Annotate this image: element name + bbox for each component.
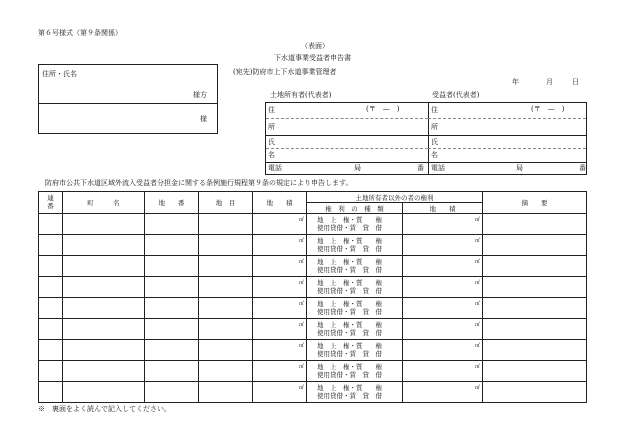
category-cell[interactable] <box>199 298 253 319</box>
owner-name-label-1: 氏 <box>268 138 275 146</box>
beneficiary-label: 受益者(代表者) <box>432 91 480 99</box>
right-line-1: 地 上 権・質 権 <box>317 299 382 308</box>
square-meter-unit: ㎡ <box>298 343 304 349</box>
right-line-1: 地 上 権・質 権 <box>317 362 382 371</box>
right-area-cell[interactable] <box>403 298 483 319</box>
category-cell[interactable] <box>199 340 253 361</box>
sama-kata: 様方 <box>193 91 207 99</box>
lot-cell[interactable] <box>145 298 199 319</box>
date-year: 年 <box>512 78 519 86</box>
table-row <box>39 277 587 298</box>
town-cell[interactable] <box>63 298 145 319</box>
right-type-cell[interactable] <box>307 256 403 277</box>
right-line-1: 地 上 権・質 権 <box>317 320 382 329</box>
table-row <box>39 319 587 340</box>
sama: 様 <box>200 115 207 123</box>
serial-cell[interactable] <box>39 214 63 235</box>
right-line-2: 使用貸借・賃 貸 借 <box>317 371 382 379</box>
category-cell[interactable] <box>199 235 253 256</box>
owner-address-label-2: 所 <box>268 123 275 131</box>
remarks-cell[interactable] <box>483 319 587 340</box>
serial-cell[interactable] <box>39 277 63 298</box>
square-meter-unit: ㎡ <box>298 385 304 391</box>
lot-cell[interactable] <box>145 235 199 256</box>
date-month: 月 <box>546 78 553 86</box>
lot-cell[interactable] <box>145 382 199 403</box>
area-cell[interactable] <box>253 214 307 235</box>
square-meter-unit: ㎡ <box>298 322 304 328</box>
owner-phone-number: 番 <box>417 164 424 172</box>
town-cell[interactable] <box>63 361 145 382</box>
table-row <box>39 298 587 319</box>
serial-cell[interactable] <box>39 256 63 277</box>
square-meter-unit: ㎡ <box>298 259 304 265</box>
lot-cell[interactable] <box>145 277 199 298</box>
remarks-cell[interactable] <box>483 256 587 277</box>
lot-cell[interactable] <box>145 340 199 361</box>
header-area: 地 積 <box>253 192 307 214</box>
remarks-cell[interactable] <box>483 382 587 403</box>
right-type-cell[interactable] <box>307 235 403 256</box>
right-line-1: 地 上 権・質 権 <box>317 215 382 224</box>
town-cell[interactable] <box>63 340 145 361</box>
owner-phone-exchange: 局 <box>354 164 361 172</box>
serial-cell[interactable] <box>39 298 63 319</box>
right-area-cell[interactable] <box>403 382 483 403</box>
right-area-cell[interactable] <box>403 361 483 382</box>
header-category: 地 目 <box>199 192 253 214</box>
remarks-cell[interactable] <box>483 277 587 298</box>
header-lot: 地 番 <box>145 192 199 214</box>
table-row <box>39 361 587 382</box>
right-line-2: 使用貸借・賃 貸 借 <box>317 287 382 295</box>
lot-cell[interactable] <box>145 319 199 340</box>
header-serial: 連番 <box>39 192 63 214</box>
header-town: 町 名 <box>63 192 145 214</box>
owner-label: 土地所有者(代表者) <box>270 91 332 99</box>
right-area-cell[interactable] <box>403 235 483 256</box>
table-row <box>39 256 587 277</box>
right-type-cell[interactable] <box>307 214 403 235</box>
side-label: （表面） <box>301 42 329 50</box>
square-meter-unit: ㎡ <box>474 217 480 223</box>
square-meter-unit: ㎡ <box>298 238 304 244</box>
square-meter-unit: ㎡ <box>474 364 480 370</box>
right-type-cell[interactable] <box>307 340 403 361</box>
beneficiary-phone-label: 電話 <box>431 164 445 172</box>
applicant-box <box>38 64 218 134</box>
header-remarks: 摘 要 <box>483 192 587 214</box>
right-line-1: 地 上 権・質 権 <box>317 236 382 245</box>
square-meter-unit: ㎡ <box>298 217 304 223</box>
beneficiary-name-label-2: 名 <box>431 151 438 159</box>
category-cell[interactable] <box>199 277 253 298</box>
town-cell[interactable] <box>63 277 145 298</box>
square-meter-unit: ㎡ <box>474 238 480 244</box>
square-meter-unit: ㎡ <box>474 259 480 265</box>
right-line-1: 地 上 権・質 権 <box>317 257 382 266</box>
square-meter-unit: ㎡ <box>298 301 304 307</box>
header-right-area: 地 積 <box>403 203 483 214</box>
square-meter-unit: ㎡ <box>474 343 480 349</box>
remarks-cell[interactable] <box>483 298 587 319</box>
town-cell[interactable] <box>63 319 145 340</box>
town-cell[interactable] <box>63 214 145 235</box>
serial-cell[interactable] <box>39 319 63 340</box>
right-line-2: 使用貸借・賃 貸 借 <box>317 266 382 274</box>
owner-address-label-1: 住 <box>268 106 275 114</box>
lot-cell[interactable] <box>145 214 199 235</box>
area-cell[interactable] <box>253 382 307 403</box>
header-other-rights: 土地所有者以外の者の権利 <box>307 192 483 203</box>
town-cell[interactable] <box>63 235 145 256</box>
form-title: 下水道事業受益者申告書 <box>274 54 351 62</box>
owner-phone-label: 電話 <box>268 164 282 172</box>
lot-cell[interactable] <box>145 256 199 277</box>
address-name-label: 住所・氏名 <box>42 70 77 78</box>
area-cell[interactable] <box>253 361 307 382</box>
right-type-cell[interactable] <box>307 382 403 403</box>
square-meter-unit: ㎡ <box>474 385 480 391</box>
town-cell[interactable] <box>63 256 145 277</box>
area-cell[interactable] <box>253 277 307 298</box>
right-type-cell[interactable] <box>307 277 403 298</box>
declaration: 防府市公共下水道区域外流入受益者分担金に関する条例施行規程第９条の規定により申告します。 <box>45 179 353 187</box>
form-number: 第６号様式（第９条関係） <box>38 29 122 37</box>
table-row <box>39 382 587 403</box>
right-area-cell[interactable] <box>403 256 483 277</box>
category-cell[interactable] <box>199 214 253 235</box>
town-cell[interactable] <box>63 382 145 403</box>
square-meter-unit: ㎡ <box>474 322 480 328</box>
owner-name-label-2: 名 <box>268 151 275 159</box>
square-meter-unit: ㎡ <box>298 364 304 370</box>
category-cell[interactable] <box>199 382 253 403</box>
square-meter-unit: ㎡ <box>474 280 480 286</box>
table-row <box>39 235 587 256</box>
right-type-cell[interactable] <box>307 361 403 382</box>
area-cell[interactable] <box>253 298 307 319</box>
square-meter-unit: ㎡ <box>474 301 480 307</box>
right-line-1: 地 上 権・質 権 <box>317 341 382 350</box>
beneficiary-phone-number: 番 <box>579 164 586 172</box>
right-line-2: 使用貸借・賃 貸 借 <box>317 392 382 400</box>
footnote: ※ 裏面をよく読んで記入してください。 <box>38 405 171 413</box>
area-cell[interactable] <box>253 235 307 256</box>
right-line-2: 使用貸借・賃 貸 借 <box>317 245 382 253</box>
right-area-cell[interactable] <box>403 277 483 298</box>
remarks-cell[interactable] <box>483 340 587 361</box>
area-cell[interactable] <box>253 256 307 277</box>
beneficiary-postal[interactable]: (〒 — ) <box>531 105 565 113</box>
remarks-cell[interactable] <box>483 361 587 382</box>
owner-info-box <box>265 102 587 175</box>
date-day: 日 <box>572 78 579 86</box>
remarks-cell[interactable] <box>483 235 587 256</box>
area-cell[interactable] <box>253 340 307 361</box>
right-line-2: 使用貸借・賃 貸 借 <box>317 329 382 337</box>
addressee: (宛先)防府市上下水道事業管理者 <box>233 68 337 76</box>
beneficiary-name-label-1: 氏 <box>431 138 438 146</box>
table-row <box>39 340 587 361</box>
land-table <box>38 191 587 403</box>
lot-cell[interactable] <box>145 361 199 382</box>
right-type-cell[interactable] <box>307 319 403 340</box>
right-area-cell[interactable] <box>403 319 483 340</box>
square-meter-unit: ㎡ <box>298 280 304 286</box>
serial-cell[interactable] <box>39 382 63 403</box>
beneficiary-address-label-2: 所 <box>431 123 438 131</box>
right-line-1: 地 上 権・質 権 <box>317 383 382 392</box>
right-line-1: 地 上 権・質 権 <box>317 278 382 287</box>
right-line-2: 使用貸借・賃 貸 借 <box>317 308 382 316</box>
owner-postal[interactable]: (〒 — ) <box>366 105 400 113</box>
remarks-cell[interactable] <box>483 214 587 235</box>
right-area-cell[interactable] <box>403 214 483 235</box>
area-cell[interactable] <box>253 319 307 340</box>
table-row <box>39 214 587 235</box>
right-line-2: 使用貸借・賃 貸 借 <box>317 350 382 358</box>
beneficiary-address-label-1: 住 <box>431 106 438 114</box>
category-cell[interactable] <box>199 361 253 382</box>
category-cell[interactable] <box>199 256 253 277</box>
header-right-type: 権 利 の 種 類 <box>307 203 403 214</box>
serial-cell[interactable] <box>39 340 63 361</box>
right-type-cell[interactable] <box>307 298 403 319</box>
right-line-2: 使用貸借・賃 貸 借 <box>317 224 382 232</box>
category-cell[interactable] <box>199 319 253 340</box>
right-area-cell[interactable] <box>403 340 483 361</box>
beneficiary-phone-exchange: 局 <box>516 164 523 172</box>
serial-cell[interactable] <box>39 235 63 256</box>
serial-cell[interactable] <box>39 361 63 382</box>
